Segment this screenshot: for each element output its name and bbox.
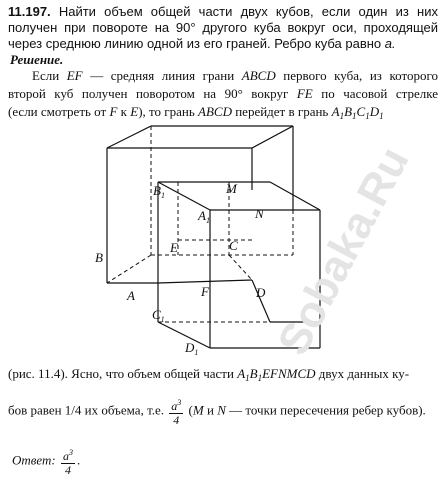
after-var: N — [217, 402, 226, 418]
label-n: N — [255, 206, 264, 221]
sol-text: первого куба, из которого — [275, 68, 438, 83]
label-b: B — [95, 250, 103, 265]
after-var: M — [192, 402, 204, 418]
volume-part-a1b1: $A_1B_1$ — [237, 366, 263, 383]
sol-text: по часовой стрелке — [312, 86, 439, 101]
edge-variable: a. — [384, 36, 396, 51]
watermark: Sobaka.Ru — [268, 139, 419, 363]
after-line-1 — [8, 366, 409, 386]
sol-text: второй куб получен поворотом на 90° вокруг — [8, 86, 297, 101]
answer-fraction: $\frac{a^3}{4}$ — [63, 448, 73, 477]
label-a: A — [127, 288, 135, 303]
after-text: двух данных ку- — [315, 366, 410, 381]
label-f: F — [201, 284, 209, 299]
sol-var-fe: FE — [296, 86, 313, 101]
answer-line — [12, 446, 80, 477]
label-c: C — [229, 238, 238, 253]
after-var: EFNMCD — [262, 366, 316, 381]
sol-var-e: E — [130, 104, 139, 119]
volume-fraction: $\frac{a^3}{4}$ — [171, 398, 182, 427]
sol-text: к — [117, 104, 131, 119]
sol-var-f: F — [109, 104, 118, 119]
problem-line-2: получен при повороте на 90° другого куба вокруг оси, проходящей — [8, 20, 438, 35]
sol-var-abcd: ABCD — [198, 104, 232, 119]
after-text: бов равен 1/4 их объема, т.е. — [8, 402, 168, 418]
sol-text: перейдет в грань — [231, 104, 332, 119]
after-text: (рис. 11.4). Ясно, что объем общей части — [8, 366, 238, 381]
sol-text: — средняя линия грани — [82, 68, 242, 83]
sol-text: ), то грань — [138, 104, 199, 119]
answer-dot: . — [77, 452, 81, 468]
label-d1: $D_1$ — [185, 340, 199, 357]
problem-number: 11.197. — [8, 4, 51, 19]
after-text: — точки пересечения ребер кубов). — [225, 402, 426, 418]
answer-label: Ответ: — [12, 452, 56, 468]
after-text: и — [203, 402, 218, 418]
label-d: D — [256, 285, 266, 300]
after-line-2: бов равен 1/4 их объема, т.е. $\frac{a^3}{4}$ (M и N — точки пересечения ребер кубов). — [8, 398, 426, 427]
label-e: E — [170, 240, 178, 255]
face-a1b1c1d1: $A_1B_1C_1D_1$ — [331, 104, 384, 121]
problem-text-3: через среднюю линию одной из его граней. Ребро куба равно — [8, 36, 385, 51]
sol-var-abcd: ABCD — [241, 68, 276, 83]
sol-text: Если — [32, 68, 67, 83]
label-a1: $A_1$ — [198, 208, 210, 225]
label-m: M — [226, 181, 237, 196]
label-c1: $C_1$ — [152, 307, 165, 324]
sol-var-ef: EF — [66, 68, 83, 83]
problem-text-1: Найти объем общей части двух кубов, если один из них — [58, 4, 438, 19]
label-b1: $B_1$ — [153, 183, 165, 200]
solution-heading: Решение. — [10, 52, 64, 67]
sol-text: (если смотреть от — [8, 104, 110, 119]
